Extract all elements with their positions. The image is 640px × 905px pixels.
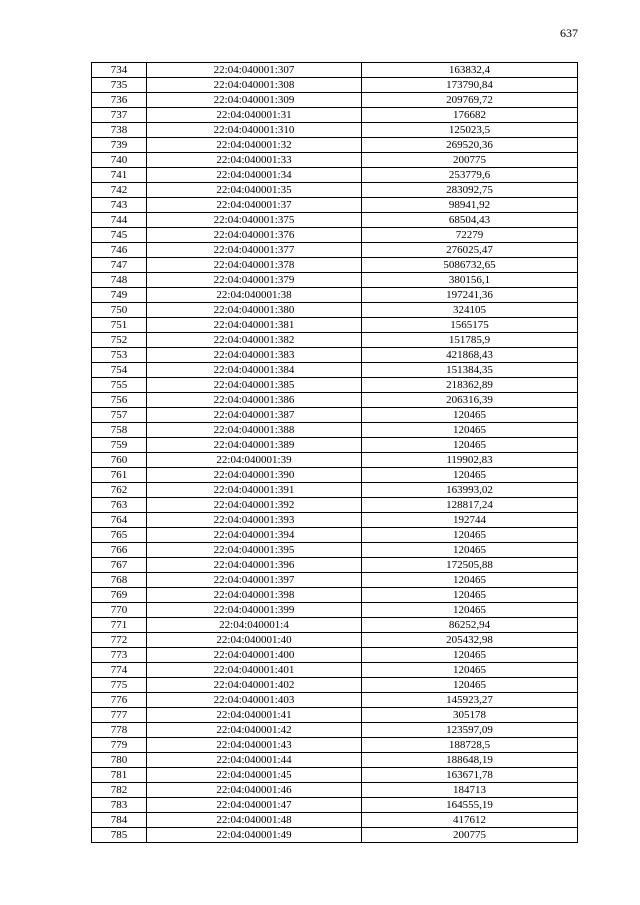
row-number-cell: 780 — [92, 753, 147, 768]
cadastral-number-cell: 22:04:040001:4 — [147, 618, 362, 633]
value-cell: 120465 — [362, 528, 578, 543]
table-row — [92, 138, 578, 153]
table-row — [92, 183, 578, 198]
value-cell: 163993,02 — [362, 483, 578, 498]
table-row — [92, 648, 578, 663]
value-cell: 192744 — [362, 513, 578, 528]
cadastral-number-cell: 22:04:040001:33 — [147, 153, 362, 168]
cadastral-number-cell: 22:04:040001:31 — [147, 108, 362, 123]
value-cell: 86252,94 — [362, 618, 578, 633]
table-row — [92, 528, 578, 543]
cadastral-number-cell: 22:04:040001:388 — [147, 423, 362, 438]
row-number-cell: 745 — [92, 228, 147, 243]
row-number-cell: 760 — [92, 453, 147, 468]
row-number-cell: 764 — [92, 513, 147, 528]
cadastral-number-cell: 22:04:040001:32 — [147, 138, 362, 153]
cadastral-number-cell: 22:04:040001:398 — [147, 588, 362, 603]
cadastral-number-cell: 22:04:040001:47 — [147, 798, 362, 813]
cadastral-number-cell: 22:04:040001:310 — [147, 123, 362, 138]
row-number-cell: 747 — [92, 258, 147, 273]
table-row — [92, 423, 578, 438]
cadastral-number-cell: 22:04:040001:381 — [147, 318, 362, 333]
table-row — [92, 783, 578, 798]
cadastral-number-cell: 22:04:040001:44 — [147, 753, 362, 768]
row-number-cell: 755 — [92, 378, 147, 393]
row-number-cell: 772 — [92, 633, 147, 648]
value-cell: 120465 — [362, 468, 578, 483]
table-row — [92, 633, 578, 648]
cadastral-number-cell: 22:04:040001:394 — [147, 528, 362, 543]
value-cell: 176682 — [362, 108, 578, 123]
table-row — [92, 543, 578, 558]
value-cell: 163671,78 — [362, 768, 578, 783]
cadastral-number-cell: 22:04:040001:380 — [147, 303, 362, 318]
row-number-cell: 768 — [92, 573, 147, 588]
cadastral-number-cell: 22:04:040001:392 — [147, 498, 362, 513]
row-number-cell: 739 — [92, 138, 147, 153]
row-number-cell: 762 — [92, 483, 147, 498]
value-cell: 5086732,65 — [362, 258, 578, 273]
table-row — [92, 603, 578, 618]
table-row — [92, 303, 578, 318]
table-row — [92, 468, 578, 483]
value-cell: 164555,19 — [362, 798, 578, 813]
table-row — [92, 93, 578, 108]
value-cell: 380156,1 — [362, 273, 578, 288]
cadastral-number-cell: 22:04:040001:43 — [147, 738, 362, 753]
row-number-cell: 758 — [92, 423, 147, 438]
row-number-cell: 756 — [92, 393, 147, 408]
table-row — [92, 78, 578, 93]
cadastral-number-cell: 22:04:040001:35 — [147, 183, 362, 198]
cadastral-number-cell: 22:04:040001:45 — [147, 768, 362, 783]
value-cell: 125023,5 — [362, 123, 578, 138]
value-cell: 120465 — [362, 408, 578, 423]
cadastral-number-cell: 22:04:040001:34 — [147, 168, 362, 183]
cadastral-number-cell: 22:04:040001:379 — [147, 273, 362, 288]
row-number-cell: 766 — [92, 543, 147, 558]
row-number-cell: 773 — [92, 648, 147, 663]
table-row — [92, 618, 578, 633]
cadastral-number-cell: 22:04:040001:49 — [147, 828, 362, 843]
table-row — [92, 588, 578, 603]
table-row — [92, 258, 578, 273]
row-number-cell: 771 — [92, 618, 147, 633]
row-number-cell: 775 — [92, 678, 147, 693]
row-number-cell: 759 — [92, 438, 147, 453]
value-cell: 120465 — [362, 438, 578, 453]
value-cell: 269520,36 — [362, 138, 578, 153]
table-row — [92, 348, 578, 363]
cadastral-value-table — [91, 62, 578, 843]
row-number-cell: 752 — [92, 333, 147, 348]
cadastral-number-cell: 22:04:040001:376 — [147, 228, 362, 243]
value-cell: 123597,09 — [362, 723, 578, 738]
table-row — [92, 693, 578, 708]
cadastral-number-cell: 22:04:040001:377 — [147, 243, 362, 258]
row-number-cell: 767 — [92, 558, 147, 573]
row-number-cell: 751 — [92, 318, 147, 333]
cadastral-number-cell: 22:04:040001:385 — [147, 378, 362, 393]
row-number-cell: 736 — [92, 93, 147, 108]
table-row — [92, 483, 578, 498]
table-row — [92, 213, 578, 228]
cadastral-number-cell: 22:04:040001:48 — [147, 813, 362, 828]
value-cell: 305178 — [362, 708, 578, 723]
value-cell: 151384,35 — [362, 363, 578, 378]
table-row — [92, 288, 578, 303]
table-row — [92, 123, 578, 138]
value-cell: 283092,75 — [362, 183, 578, 198]
page-number: 637 — [560, 26, 578, 40]
value-cell: 151785,9 — [362, 333, 578, 348]
row-number-cell: 740 — [92, 153, 147, 168]
value-cell: 172505,88 — [362, 558, 578, 573]
table-row — [92, 708, 578, 723]
table-row — [92, 228, 578, 243]
value-cell: 200775 — [362, 153, 578, 168]
table-row — [92, 63, 578, 78]
cadastral-number-cell: 22:04:040001:46 — [147, 783, 362, 798]
row-number-cell: 761 — [92, 468, 147, 483]
value-cell: 68504,43 — [362, 213, 578, 228]
table-row — [92, 453, 578, 468]
cadastral-number-cell: 22:04:040001:378 — [147, 258, 362, 273]
table-row — [92, 243, 578, 258]
table-row — [92, 798, 578, 813]
cadastral-number-cell: 22:04:040001:383 — [147, 348, 362, 363]
cadastral-number-cell: 22:04:040001:42 — [147, 723, 362, 738]
value-cell: 276025,47 — [362, 243, 578, 258]
row-number-cell: 735 — [92, 78, 147, 93]
cadastral-number-cell: 22:04:040001:389 — [147, 438, 362, 453]
row-number-cell: 779 — [92, 738, 147, 753]
table-row — [92, 498, 578, 513]
value-cell: 173790,84 — [362, 78, 578, 93]
row-number-cell: 776 — [92, 693, 147, 708]
row-number-cell: 769 — [92, 588, 147, 603]
cadastral-number-cell: 22:04:040001:402 — [147, 678, 362, 693]
cadastral-number-cell: 22:04:040001:37 — [147, 198, 362, 213]
row-number-cell: 749 — [92, 288, 147, 303]
cadastral-number-cell: 22:04:040001:401 — [147, 663, 362, 678]
cadastral-number-cell: 22:04:040001:395 — [147, 543, 362, 558]
row-number-cell: 742 — [92, 183, 147, 198]
cadastral-number-cell: 22:04:040001:391 — [147, 483, 362, 498]
value-cell: 98941,92 — [362, 198, 578, 213]
value-cell: 120465 — [362, 588, 578, 603]
row-number-cell: 763 — [92, 498, 147, 513]
cadastral-number-cell: 22:04:040001:309 — [147, 93, 362, 108]
cadastral-number-cell: 22:04:040001:400 — [147, 648, 362, 663]
value-cell: 206316,39 — [362, 393, 578, 408]
row-number-cell: 782 — [92, 783, 147, 798]
cadastral-number-cell: 22:04:040001:393 — [147, 513, 362, 528]
cadastral-number-cell: 22:04:040001:39 — [147, 453, 362, 468]
table-row — [92, 738, 578, 753]
table-row — [92, 663, 578, 678]
value-cell: 188728,5 — [362, 738, 578, 753]
row-number-cell: 781 — [92, 768, 147, 783]
table-row — [92, 678, 578, 693]
value-cell: 200775 — [362, 828, 578, 843]
row-number-cell: 748 — [92, 273, 147, 288]
row-number-cell: 744 — [92, 213, 147, 228]
cadastral-number-cell: 22:04:040001:308 — [147, 78, 362, 93]
value-cell: 188648,19 — [362, 753, 578, 768]
value-cell: 128817,24 — [362, 498, 578, 513]
value-cell: 184713 — [362, 783, 578, 798]
cadastral-number-cell: 22:04:040001:38 — [147, 288, 362, 303]
cadastral-number-cell: 22:04:040001:399 — [147, 603, 362, 618]
row-number-cell: 783 — [92, 798, 147, 813]
table-row — [92, 378, 578, 393]
value-cell: 218362,89 — [362, 378, 578, 393]
value-cell: 163832,4 — [362, 63, 578, 78]
cadastral-number-cell: 22:04:040001:307 — [147, 63, 362, 78]
row-number-cell: 784 — [92, 813, 147, 828]
cadastral-number-cell: 22:04:040001:387 — [147, 408, 362, 423]
row-number-cell: 737 — [92, 108, 147, 123]
cadastral-number-cell: 22:04:040001:40 — [147, 633, 362, 648]
table-row — [92, 828, 578, 843]
row-number-cell: 774 — [92, 663, 147, 678]
table-row — [92, 108, 578, 123]
table-row — [92, 768, 578, 783]
value-cell: 120465 — [362, 543, 578, 558]
value-cell: 120465 — [362, 663, 578, 678]
row-number-cell: 777 — [92, 708, 147, 723]
table-row — [92, 438, 578, 453]
table-row — [92, 153, 578, 168]
table-row — [92, 813, 578, 828]
value-cell: 205432,98 — [362, 633, 578, 648]
row-number-cell: 757 — [92, 408, 147, 423]
cadastral-number-cell: 22:04:040001:390 — [147, 468, 362, 483]
row-number-cell: 743 — [92, 198, 147, 213]
row-number-cell: 750 — [92, 303, 147, 318]
cadastral-number-cell: 22:04:040001:375 — [147, 213, 362, 228]
cadastral-number-cell: 22:04:040001:384 — [147, 363, 362, 378]
row-number-cell: 785 — [92, 828, 147, 843]
cadastral-number-cell: 22:04:040001:397 — [147, 573, 362, 588]
table-body — [92, 63, 578, 843]
value-cell: 120465 — [362, 423, 578, 438]
cadastral-number-cell: 22:04:040001:396 — [147, 558, 362, 573]
row-number-cell: 765 — [92, 528, 147, 543]
value-cell: 120465 — [362, 648, 578, 663]
value-cell: 253779,6 — [362, 168, 578, 183]
value-cell: 145923,27 — [362, 693, 578, 708]
value-cell: 120465 — [362, 573, 578, 588]
row-number-cell: 753 — [92, 348, 147, 363]
value-cell: 324105 — [362, 303, 578, 318]
value-cell: 119902,83 — [362, 453, 578, 468]
value-cell: 1565175 — [362, 318, 578, 333]
table-row — [92, 723, 578, 738]
table-row — [92, 318, 578, 333]
value-cell: 197241,36 — [362, 288, 578, 303]
table-row — [92, 393, 578, 408]
value-cell: 417612 — [362, 813, 578, 828]
cadastral-number-cell: 22:04:040001:382 — [147, 333, 362, 348]
row-number-cell: 738 — [92, 123, 147, 138]
cadastral-number-cell: 22:04:040001:41 — [147, 708, 362, 723]
row-number-cell: 770 — [92, 603, 147, 618]
table-row — [92, 363, 578, 378]
cadastral-number-cell: 22:04:040001:386 — [147, 393, 362, 408]
value-cell: 209769,72 — [362, 93, 578, 108]
row-number-cell: 741 — [92, 168, 147, 183]
table-row — [92, 198, 578, 213]
value-cell: 120465 — [362, 603, 578, 618]
table-row — [92, 168, 578, 183]
row-number-cell: 746 — [92, 243, 147, 258]
value-cell: 72279 — [362, 228, 578, 243]
table-row — [92, 273, 578, 288]
table-row — [92, 558, 578, 573]
row-number-cell: 778 — [92, 723, 147, 738]
cadastral-number-cell: 22:04:040001:403 — [147, 693, 362, 708]
table-row — [92, 408, 578, 423]
row-number-cell: 754 — [92, 363, 147, 378]
table-row — [92, 513, 578, 528]
table-row — [92, 333, 578, 348]
table-row — [92, 573, 578, 588]
value-cell: 120465 — [362, 678, 578, 693]
table-row — [92, 753, 578, 768]
row-number-cell: 734 — [92, 63, 147, 78]
value-cell: 421868,43 — [362, 348, 578, 363]
